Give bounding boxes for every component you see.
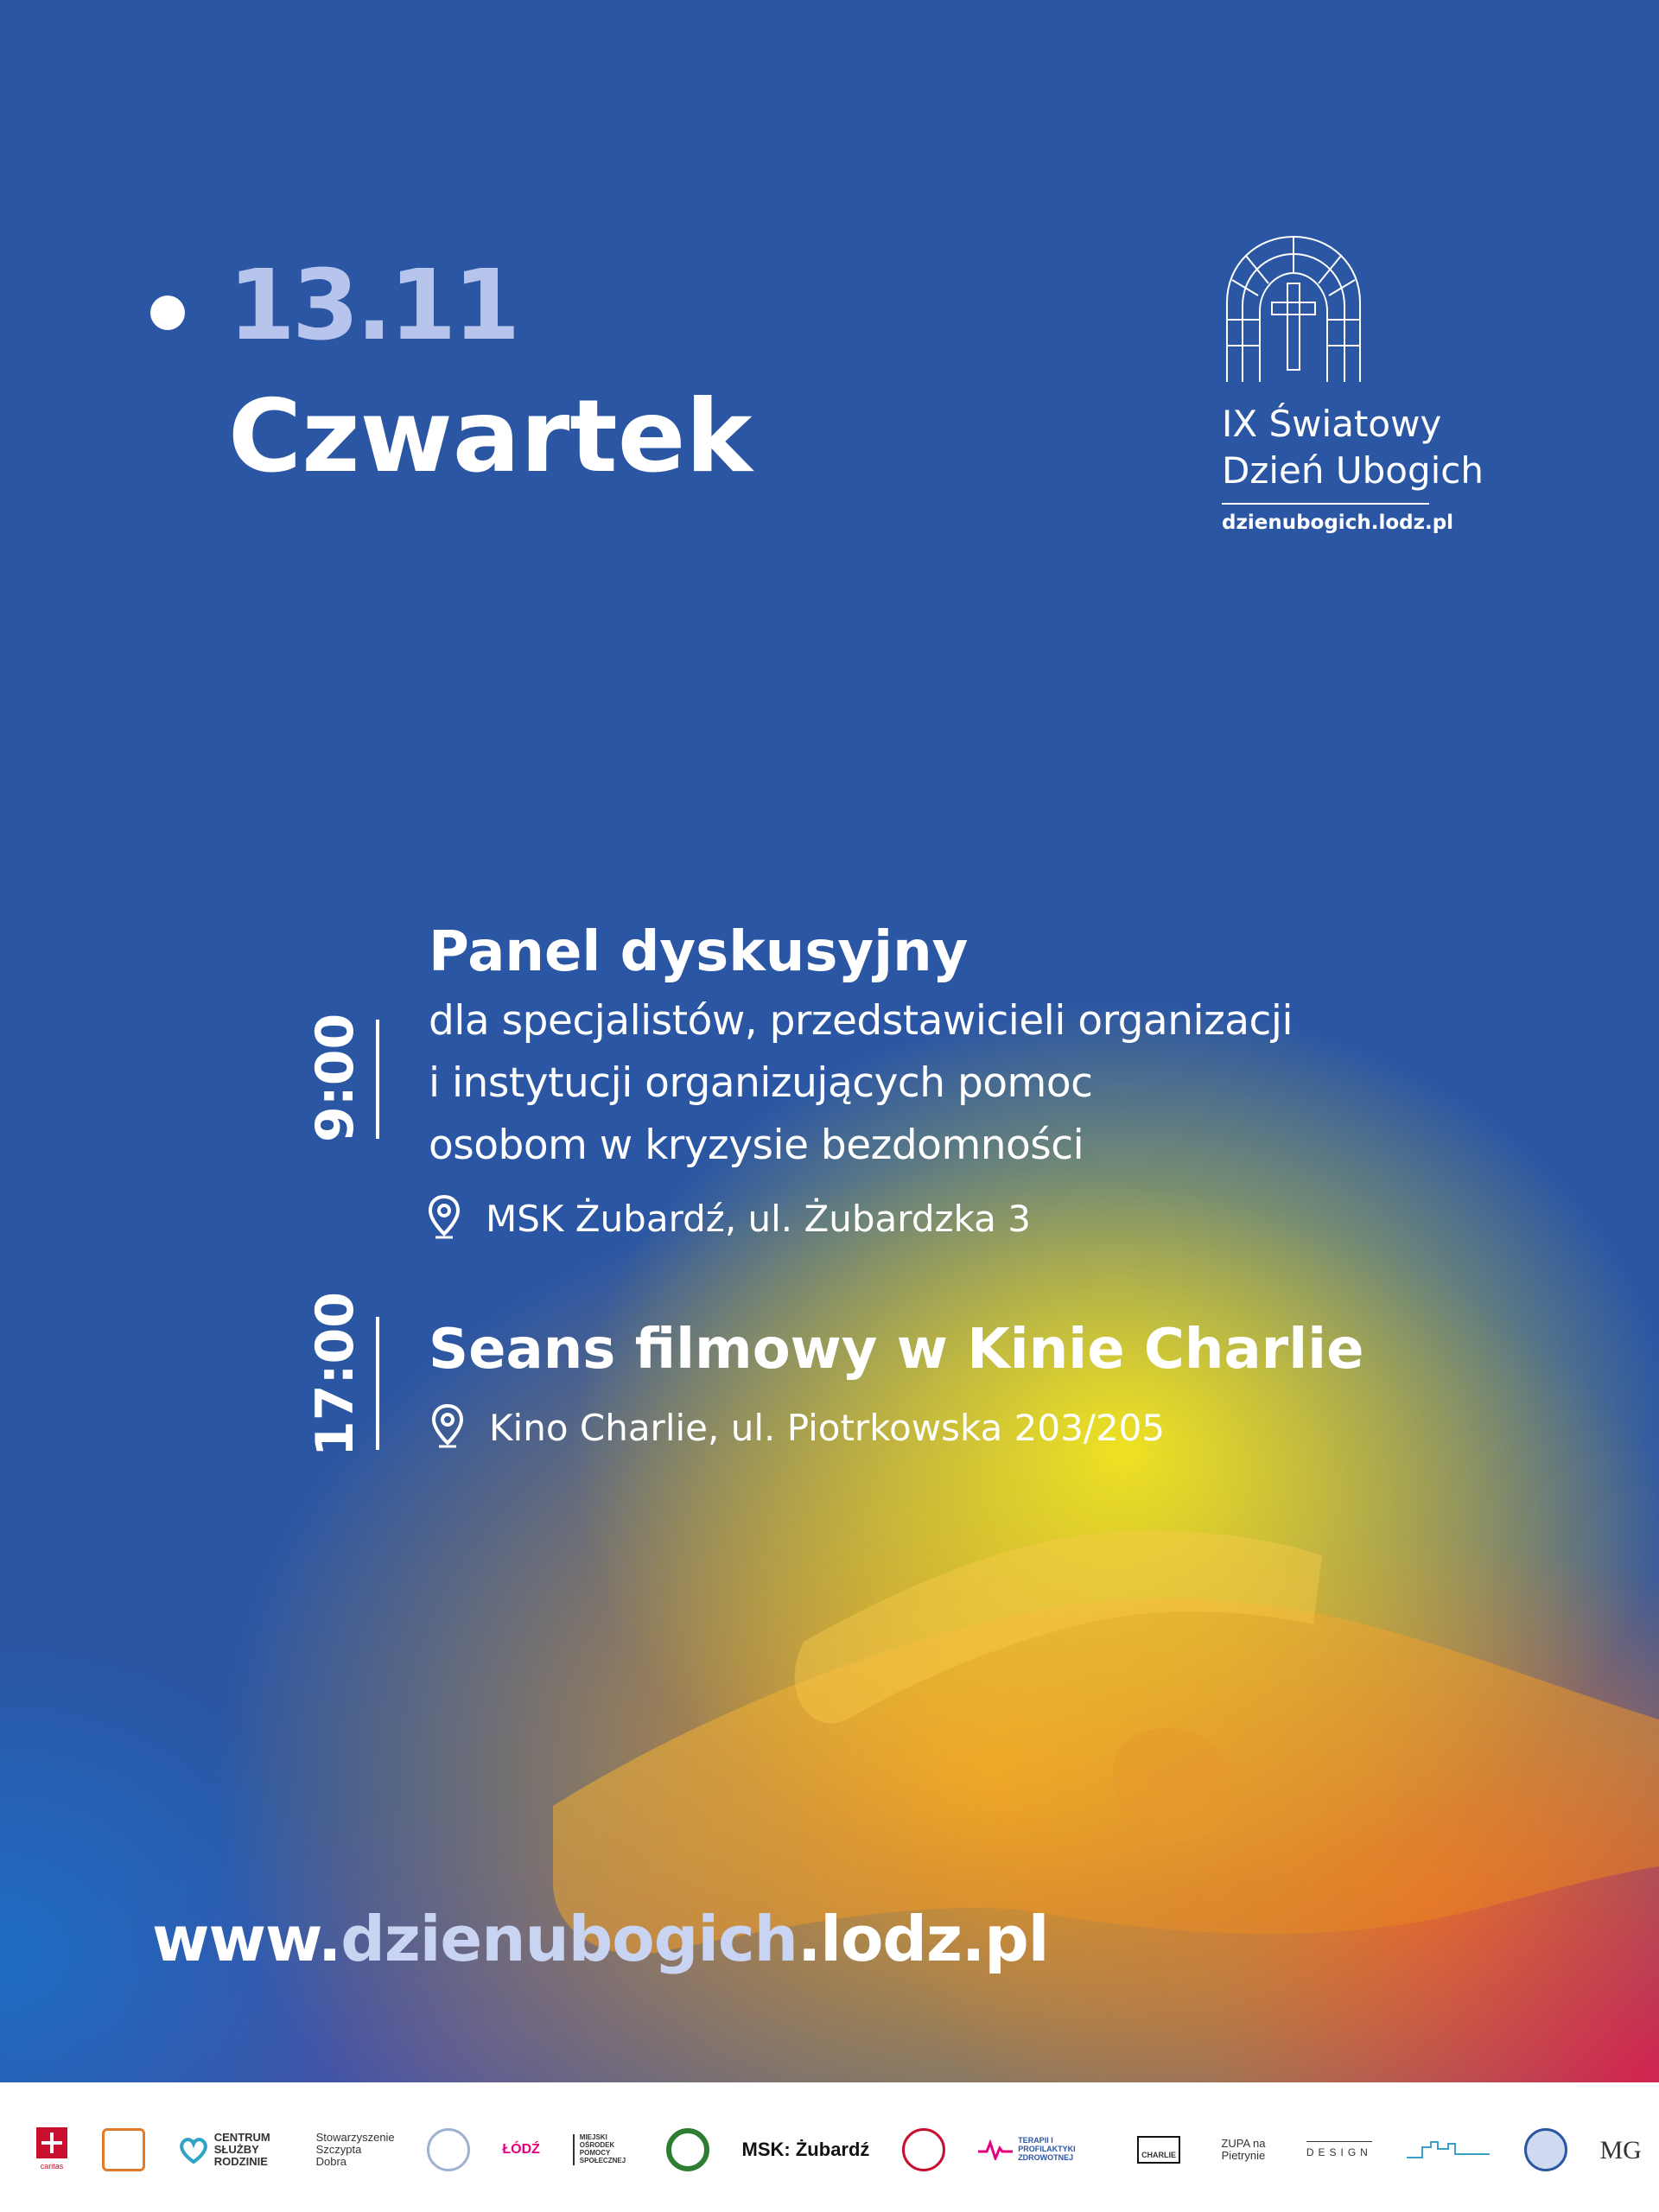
website-url-suffix: .lodz.pl [797, 1903, 1049, 1975]
website-url-prefix: www. [152, 1903, 341, 1975]
event1-location: MSK Żubardź, ul. Żubardzka 3 [486, 1198, 1031, 1240]
heartbeat-icon [978, 2139, 1013, 2160]
sponsor-logo-8 [666, 2122, 709, 2177]
website-url-domain: dzienubogich [340, 1903, 798, 1975]
sponsor-logo-centrum-sluzby-rodzinie: CENTRUM SŁUŻBY RODZINIE [178, 2122, 283, 2177]
logo-url: dzienubogich.lodz.pl [1222, 512, 1454, 534]
heart-icon [178, 2136, 209, 2164]
sponsor-logo-5 [427, 2122, 470, 2177]
event2-title: Seans filmowy w Kinie Charlie [429, 1318, 1364, 1382]
location-pin-icon [427, 1194, 461, 1241]
event-date: 13.11 [228, 250, 518, 362]
sponsor-logo-caritas [35, 2122, 69, 2177]
website-url [152, 1903, 1049, 1975]
event2-time: 17:00 [305, 1292, 365, 1457]
sponsor-logo-row [35, 2115, 1642, 2184]
sponsor-logo-lodz: ŁÓDŹ [502, 2142, 540, 2158]
event-weekday: Czwartek [228, 378, 753, 495]
logo-title-line2: Dzień Ubogich [1222, 449, 1484, 492]
logo-divider [1222, 503, 1429, 505]
caritas-logo-icon [35, 2126, 69, 2174]
sponsor-logo-terapii: TERAPII I PROFILAKTYKI ZDROWOTNEJ [978, 2122, 1104, 2177]
sponsor-logo-2 [102, 2122, 145, 2177]
sponsor-footer [0, 2082, 1659, 2212]
sponsor-logo-design: DESIGN [1306, 2122, 1372, 2177]
event1-title: Panel dyskusyjny [429, 920, 969, 984]
event1-description-line2: i instytucji organizujących pomoc [429, 1059, 1093, 1107]
sponsor-logo-szczypta-dobra: Stowarzyszenie Szczypta Dobra [315, 2130, 395, 2169]
bullet-dot [150, 296, 185, 330]
event2-divider [376, 1317, 379, 1450]
sponsor-logo-mops: MIEJSKI OŚRODEK POMOCY SPOŁECZNEJ [573, 2122, 633, 2177]
sponsor-logo-msk-zubardz: MSK: Żubardź [741, 2139, 870, 2160]
event1-time: 9:00 [305, 1013, 365, 1142]
event1-divider [376, 1020, 379, 1139]
skyline-icon [1405, 2137, 1491, 2163]
sponsor-logo-charlie: CHARLIE [1137, 2122, 1180, 2177]
logo-title-line1: IX Światowy [1222, 403, 1442, 445]
sponsor-logo-16 [1524, 2122, 1567, 2177]
event1-description-line3: osobom w kryzysie bezdomności [429, 1122, 1084, 1169]
stained-glass-cross-logo-icon [1220, 233, 1367, 382]
sponsor-logo-10 [902, 2122, 945, 2177]
event2-location: Kino Charlie, ul. Piotrkowska 203/205 [489, 1407, 1166, 1449]
sponsor-logo-zupa: ZUPA na Pietrynie [1221, 2136, 1266, 2162]
event1-description-line1: dla specjalistów, przedstawicieli organizacji [429, 997, 1294, 1045]
svg-text:caritas: caritas [40, 2162, 64, 2171]
location-pin-icon [430, 1403, 465, 1450]
sponsor-logo-mg: MG [1599, 2135, 1642, 2164]
sponsor-logo-15 [1405, 2122, 1491, 2177]
